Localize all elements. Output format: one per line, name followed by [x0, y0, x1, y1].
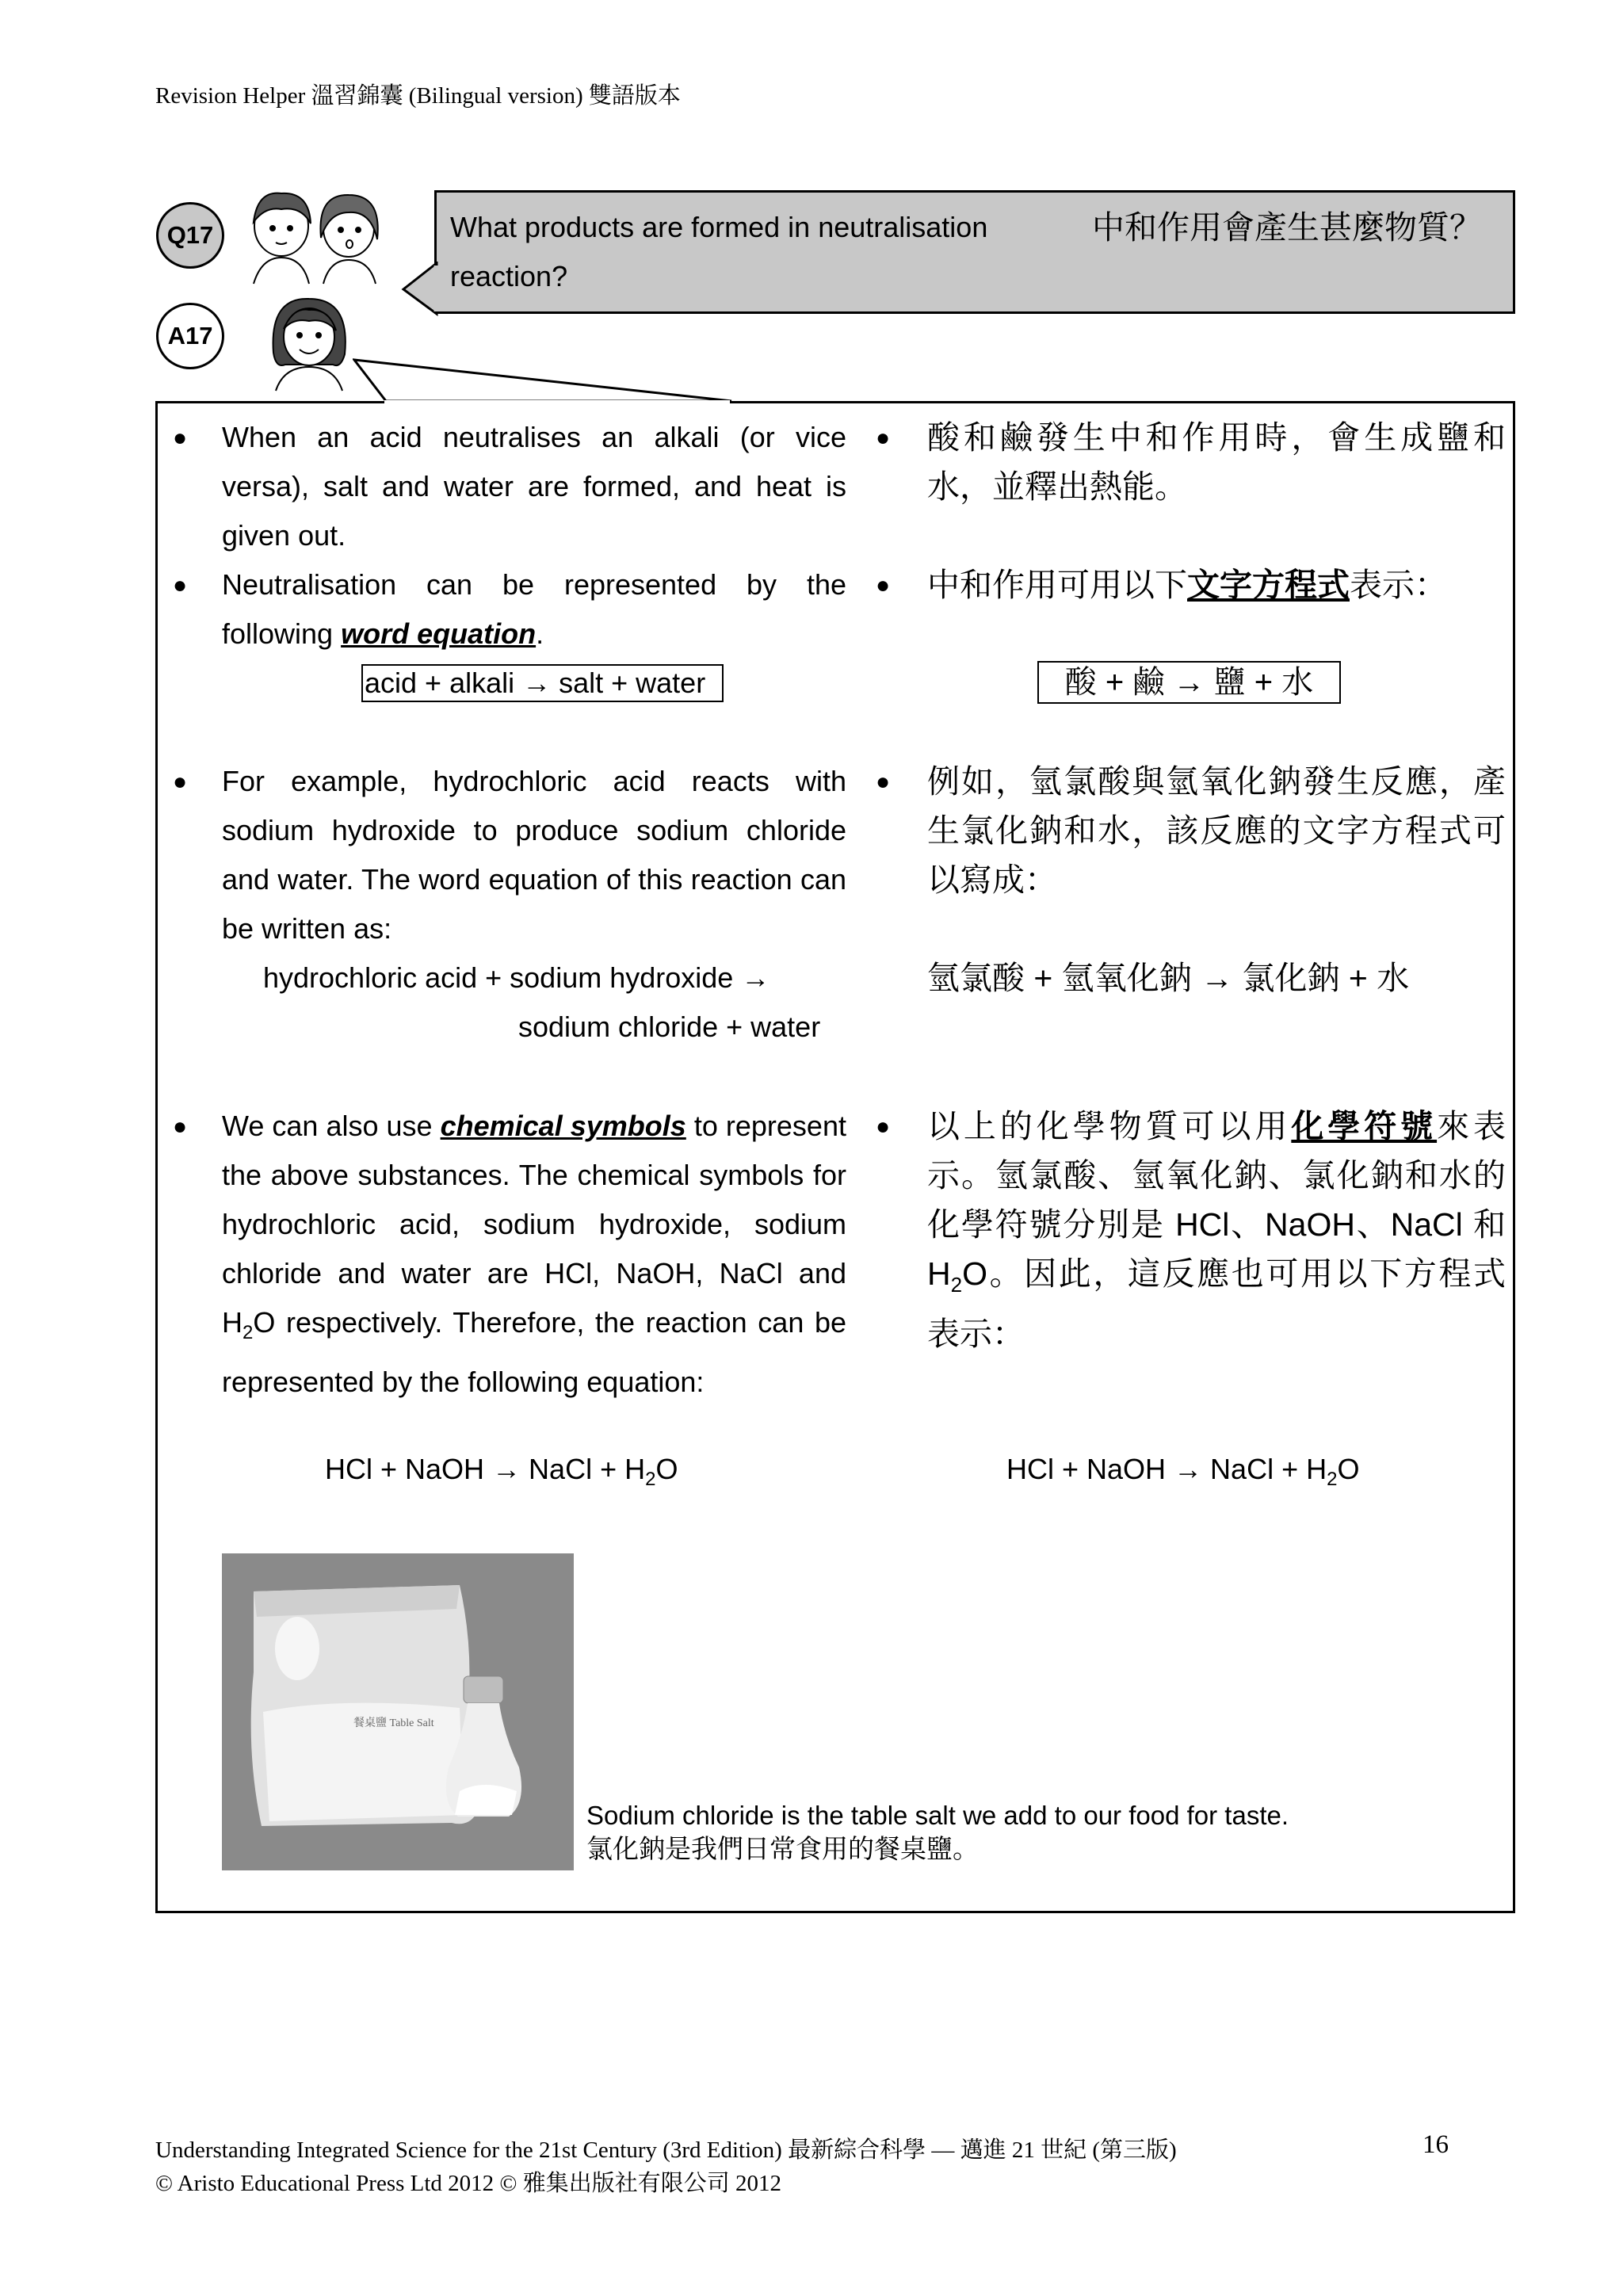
page-header: Revision Helper 溫習錦囊 (Bilingual version) 雙語版本	[155, 83, 681, 109]
p4-zh: 以上的化學物質可以用化學符號來表示。氫氯酸、氫氧化鈉、氯化鈉和水的化學符號分別是 HCl、NaOH、NaCl 和 $H_2O$。因此，這反應也可用以下方程式表示：	[927, 1108, 1507, 1353]
p1-zh: 酸和鹼發生中和作用時，會生成鹽和水，並釋出熱能。	[927, 419, 1506, 505]
p3-en: For example, hydrochloric acid reacts with sodium hydroxide to produce sodium chloride and water. The word equation of this reaction can be written as:	[222, 765, 846, 945]
chemical-equation-zh: HCl + NaOH → NaCl + $H_2O$	[1006, 1453, 1360, 1491]
keyword-word-equation-zh: 文字方程式	[1187, 567, 1350, 603]
p2-zh: 中和作用可用以下文字方程式表示：	[927, 567, 1447, 603]
footer-copyright: © Aristo Educational Press Ltd 2012 © 雅集出版社有限公司 2012	[155, 2171, 781, 2196]
keyword-chemical-symbols-zh: 化學符號	[1291, 1108, 1438, 1144]
word-equation-zh: 酸 + 鹼 → 鹽 + 水	[1037, 661, 1341, 704]
question-bubble-tail	[400, 262, 448, 317]
chemical-equation-en: HCl + NaOH → NaCl + $H_2O$	[325, 1453, 678, 1491]
p3-zh: 例如，氫氯酸與氫氧化鈉發生反應，產生氯化鈉和水，該反應的文字方程式可以寫成：	[927, 763, 1506, 898]
p1-en: When an acid neutralises an alkali (or vice versa), salt and water are formed, and heat is given out.	[222, 421, 846, 552]
question-text-zh: 中和作用會產生甚麼物質？	[1092, 209, 1482, 246]
bullet-icon: ●	[173, 572, 188, 598]
answer-label: A17	[156, 303, 224, 369]
bullet-icon: ●	[876, 572, 891, 598]
caption-en: Sodium chloride is the table salt we add to our food for taste.	[586, 1801, 1289, 1830]
footer-title: Understanding Integrated Science for the 21st Century (3rd Edition) 最新綜合科學 — 邁進 21 世紀 (第三版)	[155, 2137, 1177, 2163]
photo-label: 餐桌鹽 Table Salt	[353, 1717, 434, 1729]
question-text-en: What products are formed in neutralisation reaction?	[450, 211, 988, 292]
bullet-icon: ●	[876, 1114, 891, 1140]
p2-en: Neutralisation can be represented by the following word equation.	[222, 568, 846, 650]
bullet-icon: ●	[173, 1114, 188, 1140]
bullet-icon: ●	[876, 425, 891, 451]
equation-2-en-line1: hydrochloric acid + sodium hydroxide →	[263, 961, 770, 994]
equation-2-zh: 氫氯酸 + 氫氧化鈉 → 氯化鈉 + 水	[927, 960, 1410, 996]
table-salt-photo	[222, 1553, 574, 1870]
students-illustration	[238, 182, 396, 285]
equation-2-en-line2: sodium chloride + water	[518, 1010, 821, 1043]
keyword-chemical-symbols: chemical symbols	[440, 1110, 686, 1142]
page-number: 16	[1423, 2130, 1449, 2159]
word-equation-en: acid + alkali → salt + water	[361, 664, 724, 702]
bullet-icon: ●	[173, 769, 188, 795]
question-label: Q17	[156, 202, 224, 269]
teacher-illustration	[262, 289, 357, 392]
p4-en: We can also use chemical symbols to represent the above substances. The chemical symbols for hydrochloric acid, sodium hydroxide, sodium chloride and water are HCl, NaOH, NaCl and $H_2O$ respectively. Therefore, the reaction can be represented by the following equation:	[222, 1110, 846, 1399]
photo-caption	[586, 1799, 1289, 1866]
bullet-icon: ●	[876, 769, 891, 795]
bullet-icon: ●	[173, 425, 188, 451]
caption-zh: 氯化鈉是我們日常食用的餐桌鹽。	[586, 1834, 979, 1863]
keyword-word-equation: word equation	[341, 617, 537, 650]
answer-bubble-tail	[353, 357, 733, 404]
